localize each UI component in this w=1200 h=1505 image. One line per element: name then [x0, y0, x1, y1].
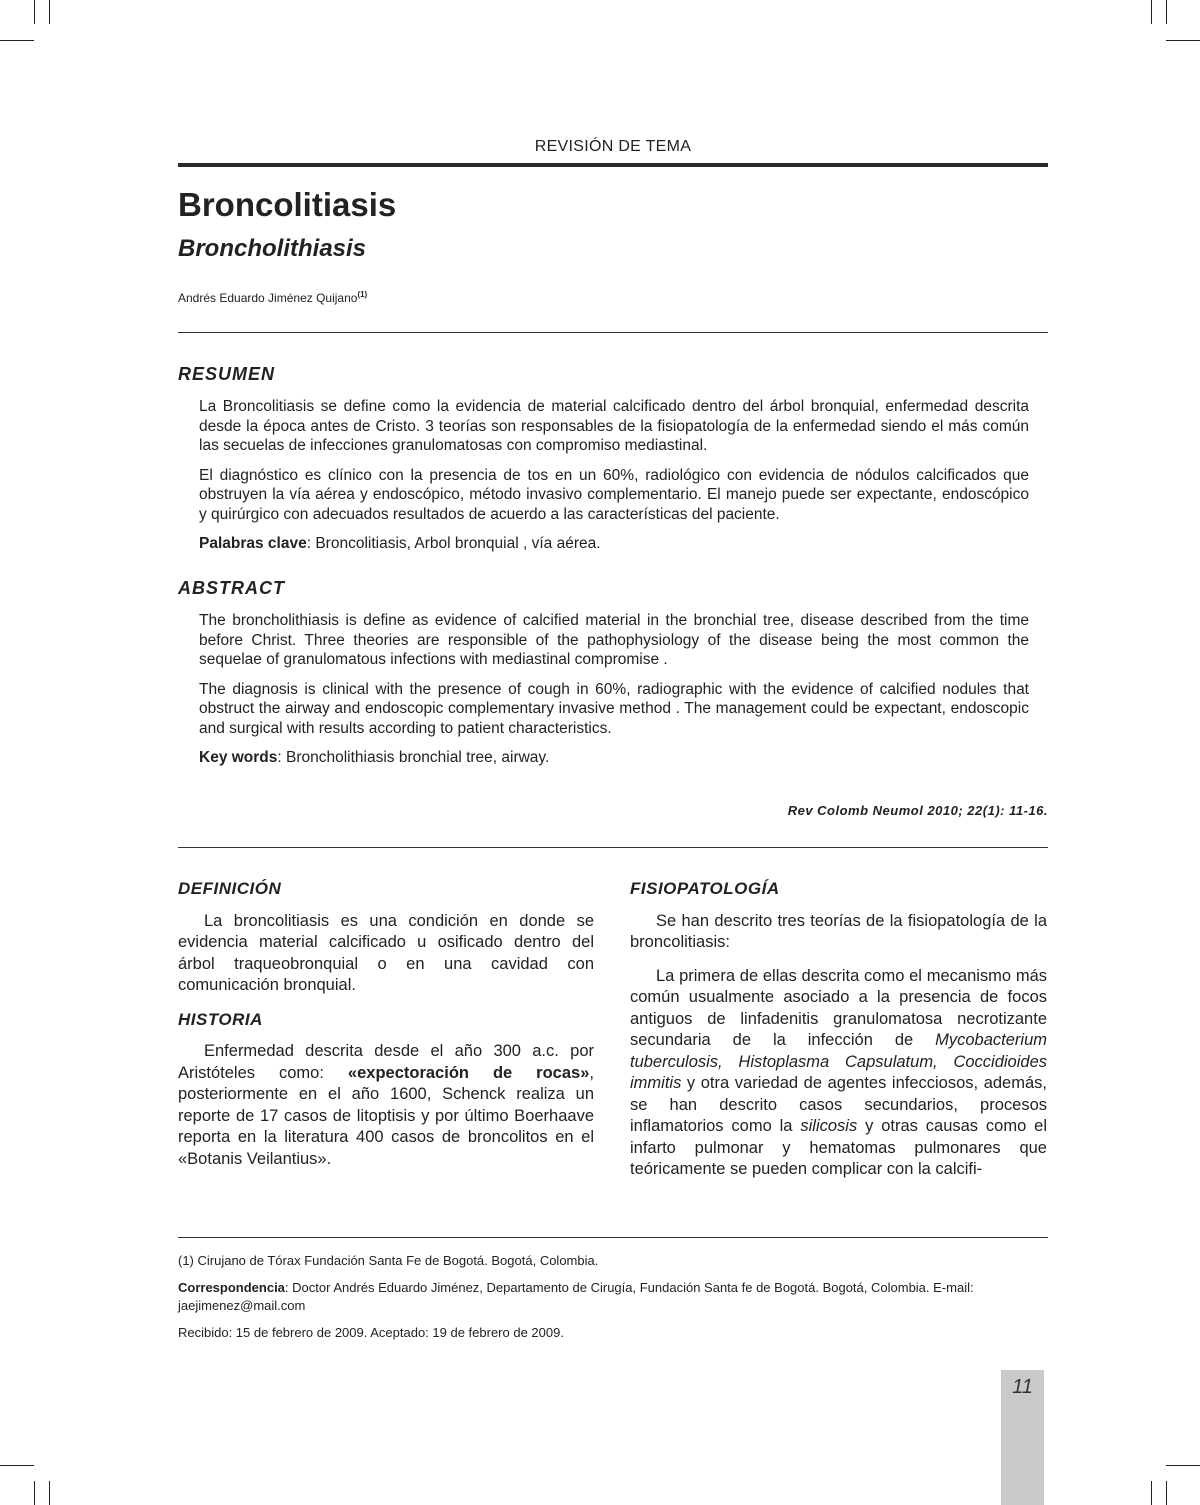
- crop-mark: [49, 0, 50, 24]
- crop-mark: [34, 1481, 35, 1505]
- fisiopatologia-intro: Se han descrito tres teorías de la fisiopatología de la broncolitiasis:: [630, 911, 1047, 951]
- historia-quote: «expectoración de rocas»: [347, 1063, 590, 1082]
- keywords-text: : Broncholithiasis bronchial tree, airway.: [277, 749, 550, 766]
- crop-mark: [1166, 1465, 1200, 1466]
- right-column: [630, 878, 1047, 1193]
- abstract-paragraph: The broncholithiasis is define as evidence of calcified material in the bronchial tree, disease described from the time before Christ. Three theories are responsible of the pathophysiology of the disease being the most common the sequelae of granulomatous infections with mediastinal compromise .: [199, 612, 1029, 668]
- crop-mark: [0, 1465, 34, 1466]
- historia-paragraph: [178, 1041, 594, 1170]
- divider: [178, 1237, 1048, 1238]
- abstract-keywords: [199, 748, 1029, 768]
- silicosis-term: silicosis: [800, 1117, 858, 1135]
- crop-mark: [49, 1481, 50, 1505]
- historia-text: , posteriormente en el año 1600, Schenck realiza un reporte de 17 casos de litoptisis y por último Boerhaave reporta en la literatura 400 casos de broncolitos en el «Botanis Veilantius».: [178, 1063, 594, 1168]
- page-tab: [1001, 1370, 1044, 1505]
- left-column: [178, 878, 594, 1182]
- affiliation-note: (1) Cirujano de Tórax Fundación Santa Fe de Bogotá. Bogotá, Colombia.: [178, 1253, 599, 1268]
- crop-mark: [1166, 40, 1200, 41]
- author-note-ref: (1): [357, 290, 368, 299]
- crop-mark: [1166, 0, 1167, 24]
- definicion-heading: DEFINICIÓN: [178, 879, 282, 898]
- resumen-paragraph: El diagnóstico es clínico con la presencia de tos en un 60%, radiológico con evidencia de nódulos calcificados que obstruyen la vía aérea y endoscópico, método invasivo complementario. El manejo puede ser expectante, endoscópico y quirúrgico con adecuados resultados de acuerdo a las características del paciente.: [199, 466, 1029, 523]
- resumen-keywords: [199, 534, 1029, 554]
- abstract-heading: ABSTRACT: [178, 578, 285, 598]
- footnotes: [178, 1252, 1048, 1351]
- page-number: 11: [1012, 1376, 1033, 1398]
- resumen-heading: RESUMEN: [178, 364, 276, 384]
- definicion-paragraph: La broncolitiasis es una condición en donde se evidencia material calcificado u osificado dentro del árbol traqueobronquial o en una cavidad con comunicación bronquial.: [178, 911, 594, 994]
- abstract-body: [199, 611, 1029, 778]
- keywords-label: Palabras clave: [199, 535, 307, 552]
- fisiopatologia-paragraph: [630, 966, 1047, 1181]
- dates-note: Recibido: 15 de febrero de 2009. Aceptado: 19 de febrero de 2009.: [178, 1325, 564, 1340]
- resumen-body: [199, 397, 1029, 564]
- crop-mark: [0, 40, 34, 41]
- journal-citation: Rev Colomb Neumol 2010; 22(1): 11-16.: [787, 803, 1048, 818]
- fisiopatologia-heading: FISIOPATOLOGÍA: [630, 879, 780, 898]
- body-text: y otras causas como el infarto pulmonar y hematomas pulmonares que teóricamente se pueden complicar con la calcifi-: [630, 1117, 1047, 1178]
- resumen-paragraph: La Broncolitiasis se define como la evidencia de material calcificado dentro del árbol bronquial, enfermedad descrita desde la época antes de Cristo. 3 teorías son responsables de la fisiopatología de la enfermedad siendo el más común las secuelas de infecciones granulomatosas con compromiso mediastinal.: [199, 398, 1029, 454]
- historia-text: Enfermedad descrita desde el año 300 a.c. por Aristóteles como:: [178, 1042, 594, 1082]
- abstract-paragraph: The diagnosis is clinical with the presence of cough in 60%, radiographic with the evidence of calcified nodules that obstruct the airway and endoscopic complementary invasive method . The management could be expectant, endoscopic and surgical with results according to patient characteristics.: [199, 680, 1029, 737]
- crop-mark: [1166, 1481, 1167, 1505]
- crop-mark: [1151, 0, 1152, 24]
- body-text: y otra variedad de agentes infecciosos, además, se han descrito casos secundarios, procesos inflamatorios como la: [630, 1074, 1047, 1135]
- body-text: La primera de ellas descrita como el mecanismo más común usualmente asociado a la presencia de focos antiguos de linfadenitis granulomatosa necrotizante secundaria de la infección de: [630, 966, 1047, 1049]
- crop-mark: [34, 0, 35, 24]
- author-name: Andrés Eduardo Jiménez Quijano: [178, 291, 358, 305]
- article-title: Broncolitiasis: [178, 186, 397, 223]
- header-rule: [178, 163, 1048, 167]
- keywords-label: Key words: [199, 749, 278, 766]
- crop-mark: [1151, 1481, 1152, 1505]
- keywords-text: : Broncolitiasis, Arbol bronquial , vía aérea.: [306, 535, 601, 552]
- section-label: REVISIÓN DE TEMA: [534, 138, 692, 155]
- correspondence-note: [178, 1279, 1048, 1315]
- historia-heading: HISTORIA: [178, 1009, 263, 1029]
- correspondence-text: : Doctor Andrés Eduardo Jiménez, Departamento de Cirugía, Fundación Santa fe de Bogotá. Bogotá, Colombia. E-mail: jaejimenez@mail.com: [178, 1280, 974, 1313]
- divider: [178, 332, 1048, 333]
- author-line: [178, 290, 367, 305]
- article-subtitle: Broncholithiasis: [178, 235, 367, 262]
- correspondence-label: Correspondencia: [178, 1280, 285, 1295]
- divider: [178, 847, 1048, 848]
- species-names: Mycobacterium tuberculosis, Histoplasma Capsulatum, Coccidioides immitis: [630, 1031, 1047, 1092]
